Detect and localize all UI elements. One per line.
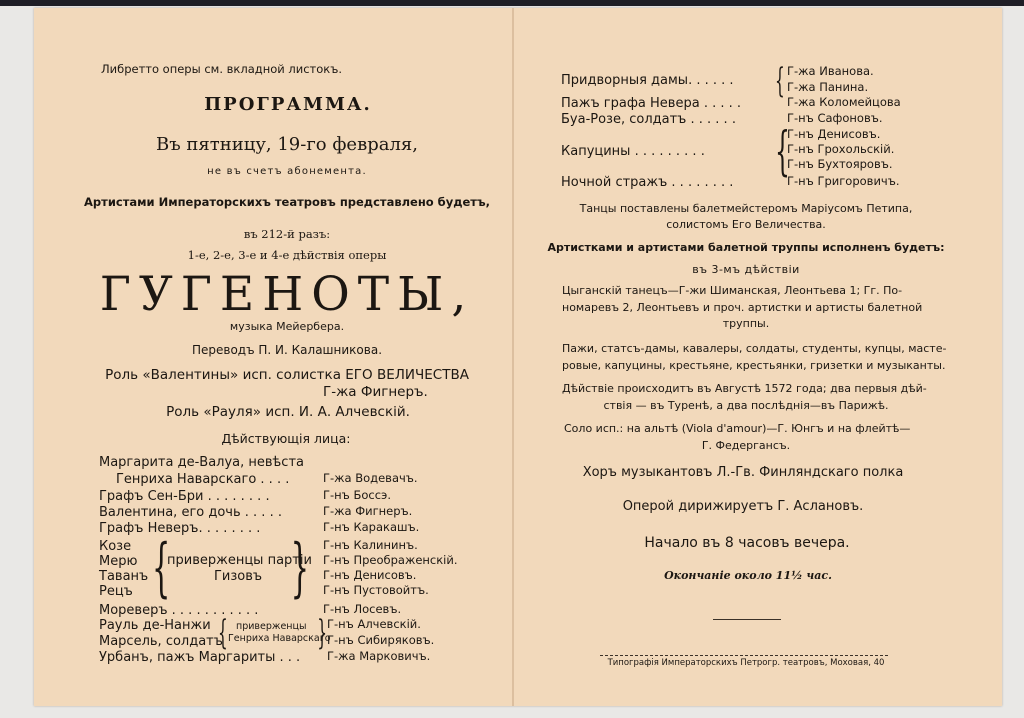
brace-right-navarre: { bbox=[317, 613, 327, 653]
navarre-label-1: приверженцы bbox=[236, 621, 307, 632]
role-tavannes: Таванъ bbox=[99, 569, 149, 584]
end-time: Окончанiе около 11½ час. bbox=[664, 569, 832, 582]
role-retz: Рецъ bbox=[99, 584, 133, 599]
role-valentina-singer: Г-жа Фигнеръ. bbox=[323, 384, 428, 400]
cast-tavannes: Г-нъ Денисовъ. bbox=[323, 568, 417, 582]
libretto-note: Либретто оперы см. вкладной листокъ. bbox=[101, 62, 343, 76]
solo-line-2: Г. Федергансъ. bbox=[701, 439, 791, 452]
gypsy-dance-line-1: Цыганскiй танецъ—Г-жи Шиманская, Леонтьева 1; Гг. По- bbox=[562, 284, 903, 297]
choreography-line-1: Танцы поставлены балетмейстеромъ Марiусомъ Петипа, bbox=[579, 202, 913, 215]
brace-capuchins: { bbox=[775, 122, 790, 182]
role-valentina: Роль «Валентины» исп. солистка ЕГО ВЕЛИЧЕСТВА bbox=[105, 367, 469, 383]
navarre-label-2: Генриха Наварскаго bbox=[228, 633, 331, 644]
role-meru: Мерю bbox=[99, 554, 138, 569]
role-bois-rose: Буа-Розе, солдатъ . . . . . . bbox=[561, 112, 736, 127]
cast-ivanova: Г-жа Иванова. bbox=[787, 64, 874, 78]
cast-margarita: Г-жа Водевачъ. bbox=[323, 471, 418, 485]
program-heading: ПРОГРАММА. bbox=[204, 94, 372, 115]
cast-urbain: Г-жа Марковичъ. bbox=[327, 649, 431, 663]
cast-bukhtoyarov: Г-нъ Бухтояровъ. bbox=[787, 157, 893, 171]
gypsy-dance-line-3: труппы. bbox=[722, 317, 770, 330]
choreography-line-2: солистомъ Его Величества. bbox=[666, 218, 826, 231]
cast-denisov: Г-нъ Денисовъ. bbox=[787, 127, 881, 141]
top-edge bbox=[0, 0, 1024, 6]
role-nevers: Графъ Неверъ. . . . . . . . bbox=[99, 521, 261, 536]
brace-left-guise: { bbox=[152, 531, 171, 605]
cast-panina: Г-жа Панина. bbox=[787, 80, 869, 94]
role-urbain: Урбанъ, пажъ Маргариты . . . bbox=[99, 650, 301, 665]
role-valentina-daughter: Валентина, его дочь . . . . . bbox=[99, 505, 282, 520]
role-marcel: Марсель, солдатъ bbox=[99, 634, 223, 649]
cast-retz: Г-нъ Пустовойтъ. bbox=[323, 583, 429, 597]
cast-cosse: Г-нъ Калининъ. bbox=[323, 538, 418, 552]
gypsy-dance-line-2: номаревъ 2, Леонтьевъ и проч. артистки и артисты балетной bbox=[562, 301, 923, 314]
solo-line-1: Соло исп.: на альтѣ (Viola d'amour)—Г. Юнгъ и на флейтѣ— bbox=[564, 422, 911, 435]
cast-marcel: Г-нъ Сибиряковъ. bbox=[327, 633, 435, 647]
cast-heading: Дѣйствующiя лица: bbox=[221, 431, 351, 446]
cast-saint-bris: Г-нъ Боссэ. bbox=[323, 488, 392, 502]
ballet-heading: Артистками и артистами балетной труппы исполненъ будетъ: bbox=[547, 241, 945, 254]
divider-rule bbox=[713, 619, 781, 620]
performance-date: Въ пятницу, 19-го февраля, bbox=[156, 134, 418, 155]
cast-grokholsky: Г-нъ Грохольскiй. bbox=[787, 142, 895, 156]
role-raoul: Роль «Рауля» исп. И. А. Алчевскiй. bbox=[166, 404, 410, 420]
presented-by: Артистами Императорскихъ театровъ представлено будетъ, bbox=[84, 195, 490, 209]
role-maurevert: Мореверъ . . . . . . . . . . . bbox=[99, 603, 259, 618]
conductor-line: Оперой дирижируетъ Г. Аслановъ. bbox=[622, 499, 864, 514]
performance-count: въ 212-й разъ: bbox=[243, 227, 331, 241]
guise-label-2: Гизовъ bbox=[214, 569, 263, 584]
role-margarita: Маргарита де-Валуа, невѣста bbox=[99, 455, 304, 470]
cast-page-nevers: Г-жа Коломейцова bbox=[787, 95, 901, 109]
role-capuchins: Капуцины . . . . . . . . . bbox=[561, 144, 705, 159]
role-henri: Генриха Наварскаго . . . . bbox=[116, 472, 290, 487]
role-court-ladies: Придворныя дамы. . . . . . bbox=[561, 73, 734, 88]
subscription-note: не въ счетъ абонемента. bbox=[207, 166, 367, 177]
brace-left-navarre: { bbox=[218, 613, 228, 653]
translation-line: Переводъ П. И. Калашникова. bbox=[191, 343, 383, 357]
setting-line-2: ствiя — въ Туренѣ, а два послѣднiя—въ Парижѣ. bbox=[603, 399, 889, 412]
choir-line: Хоръ музыкантовъ Л.-Гв. Финляндскаго полка bbox=[582, 465, 904, 480]
guise-label-1: приверженцы партiи bbox=[167, 553, 312, 568]
cast-night-watch: Г-нъ Григоровичъ. bbox=[787, 174, 900, 188]
cast-bois-rose: Г-нъ Сафоновъ. bbox=[787, 111, 883, 125]
printer-rule bbox=[600, 655, 888, 656]
cast-meru: Г-нъ Преображенскiй. bbox=[323, 553, 458, 567]
printer-line: Типографiя Императорскихъ Петрогр. театровъ, Моховая, 40 bbox=[607, 658, 885, 668]
role-raoul-nangis: Рауль де-Нанжи bbox=[99, 618, 211, 633]
extras-line-1: Пажи, статсъ-дамы, кавалеры, солдаты, студенты, купцы, масте- bbox=[562, 342, 947, 355]
cast-nevers: Г-нъ Каракашъ. bbox=[323, 520, 420, 534]
opera-title: ГУГЕНОТЫ, bbox=[99, 267, 475, 322]
role-night-watch: Ночной стражъ . . . . . . . . bbox=[561, 175, 734, 190]
role-saint-bris: Графъ Сен-Бри . . . . . . . . bbox=[99, 489, 270, 504]
cast-raoul: Г-нъ Алчевскiй. bbox=[327, 617, 421, 631]
brace-court-ladies: { bbox=[775, 61, 785, 101]
acts-line: 1-е, 2-е, 3-е и 4-е дѣйствiя оперы bbox=[187, 248, 387, 262]
composer-line: музыка Мейербера. bbox=[229, 320, 345, 333]
act-three: въ 3-мъ дѣйствiи bbox=[692, 263, 800, 276]
role-cosse: Козе bbox=[99, 539, 132, 554]
cast-maurevert: Г-нъ Лосевъ. bbox=[323, 602, 402, 616]
cast-valentina: Г-жа Фигнеръ. bbox=[323, 504, 413, 518]
page-fold bbox=[512, 8, 514, 706]
role-page-nevers: Пажъ графа Невера . . . . . bbox=[561, 96, 742, 111]
setting-line-1: Дѣйствiе происходитъ въ Августѣ 1572 года; два первыя дѣй- bbox=[562, 382, 927, 395]
extras-line-2: ровые, капуцины, крестьяне, крестьянки, гризетки и музыканты. bbox=[562, 359, 946, 372]
start-time: Начало въ 8 часовъ вечера. bbox=[644, 535, 850, 551]
brace-right-guise: { bbox=[290, 531, 309, 605]
